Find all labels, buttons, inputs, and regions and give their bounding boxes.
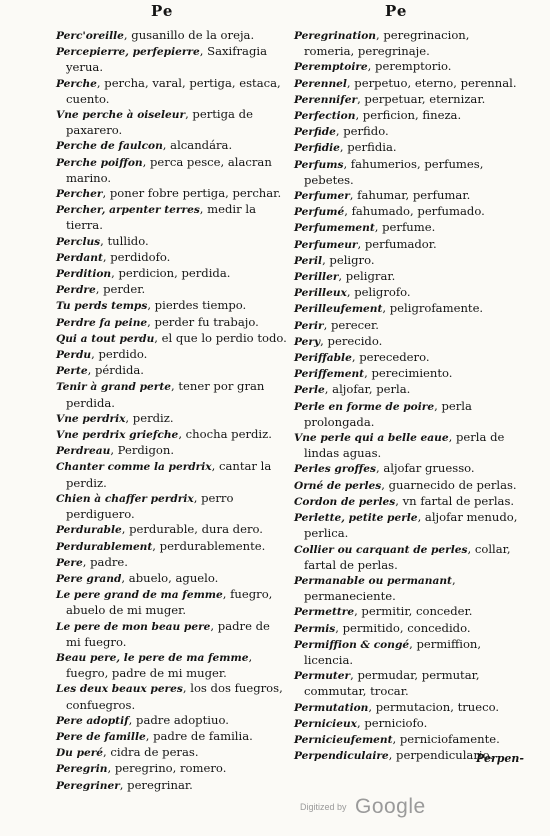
entry-headword: Perdant <box>56 251 103 264</box>
entry-headword: Perclus <box>56 235 101 248</box>
entry-headword: Perche <box>56 77 97 90</box>
dictionary-entry <box>56 555 288 571</box>
entry-headword: Perdurable <box>56 524 122 537</box>
dictionary-entry <box>294 59 520 75</box>
entry-headword: Vne perdrix <box>56 412 126 425</box>
dictionary-entry <box>56 745 288 761</box>
entry-headword: Pernicieufement <box>294 733 393 746</box>
entry-headword: Orné de perles <box>294 479 382 492</box>
entry-headword: Pere <box>56 556 83 569</box>
dictionary-entry <box>294 157 520 188</box>
entry-definition: , perfido. <box>335 124 389 139</box>
entry-headword: Periffable <box>294 352 352 365</box>
entry-headword: Perlette, petite perle <box>294 512 418 525</box>
entry-definition: , Saxifragia yerua. <box>66 44 268 75</box>
dictionary-entry <box>294 124 520 140</box>
entry-headword: Perfection <box>294 110 356 123</box>
entry-definition: , perdiz. <box>125 410 174 425</box>
dictionary-entry <box>294 28 520 59</box>
dictionary-entry <box>56 587 288 618</box>
entry-definition: , perficion, fineza. <box>355 108 462 123</box>
entry-headword: Perdre <box>56 284 96 297</box>
entry-definition: , perecer. <box>323 317 379 332</box>
entry-definition: , perfumador. <box>357 236 437 251</box>
entry-definition: , los dos fuegros, confuegros. <box>66 681 283 712</box>
entry-headword: Perdre fa peine <box>56 316 148 329</box>
dictionary-entry <box>294 108 520 124</box>
entry-headword: Vne perdrix griefche <box>56 429 179 442</box>
entry-definition: , perdurablemente. <box>152 538 266 553</box>
entry-headword: Perc'oreille <box>56 30 124 42</box>
entry-definition: , padre de mi fuegro. <box>66 618 270 649</box>
entry-definition: , peregrinar. <box>119 777 193 792</box>
entry-definition: , peregrino, romero. <box>107 761 227 776</box>
dictionary-entry <box>56 571 288 587</box>
dictionary-entry <box>56 266 288 282</box>
entry-definition: , peligrofo. <box>346 285 411 300</box>
entry-definition: , el que lo perdio todo. <box>154 330 287 345</box>
google-logo: Google <box>354 795 426 818</box>
dictionary-entry <box>56 427 288 443</box>
entry-headword: Collier ou carquant de perles <box>294 543 468 556</box>
entry-headword: Peremptoire <box>294 61 368 74</box>
entry-headword: Le pere de mon beau pere <box>56 620 211 633</box>
dictionary-entry <box>56 315 288 331</box>
entry-headword: Permuter <box>294 670 351 683</box>
dictionary-entry <box>56 107 288 138</box>
entry-headword: Perdu <box>56 349 92 362</box>
dictionary-entry <box>294 253 520 269</box>
dictionary-entry <box>56 202 288 233</box>
entry-definition: , pierdes tiempo. <box>147 298 247 313</box>
entry-definition: , perder fu trabajo. <box>147 314 259 329</box>
entry-definition: , tener por gran perdida. <box>66 379 265 410</box>
left-column <box>56 28 288 794</box>
entry-headword: Percepierre, perfepierre <box>56 46 200 59</box>
dictionary-entry <box>294 573 520 604</box>
dictionary-entry <box>294 716 520 732</box>
entry-definition: , fahumerios, perfumes, pebetes. <box>304 156 484 187</box>
dictionary-entry <box>294 318 520 334</box>
entry-definition: , perecimiento. <box>364 366 453 381</box>
entry-definition: , perniciofo. <box>356 715 428 730</box>
dictionary-entry <box>56 491 288 522</box>
catchword: Perpen- <box>475 752 524 765</box>
entry-definition: , perpetuo, eterno, perennal. <box>346 75 517 90</box>
entry-definition: , permaneciente. <box>304 572 456 604</box>
dictionary-entry <box>56 282 288 298</box>
entry-headword: Qui a tout perdu <box>56 332 155 345</box>
entry-definition: , abuelo, aguelo. <box>121 570 219 585</box>
entry-headword: Permiffion & congé <box>294 638 410 651</box>
entry-definition: , aljofar menudo, perlica. <box>304 510 518 541</box>
entry-headword: Perfums <box>294 158 344 171</box>
entry-definition: , fuegro, abuelo de mi muger. <box>66 587 273 618</box>
entry-headword: Chanter comme la perdrix <box>56 461 212 474</box>
left-running-head: Pe <box>151 2 174 20</box>
entry-headword: Perilleufement <box>294 303 383 316</box>
entry-definition: , peremptorio. <box>367 59 452 74</box>
dictionary-entry <box>56 347 288 363</box>
entry-definition: , peligrar. <box>338 269 396 284</box>
entry-definition: , pertiga de paxarero. <box>66 107 253 138</box>
dictionary-entry <box>294 732 520 748</box>
entry-definition: , perecedero. <box>351 350 430 365</box>
dictionary-entry <box>56 28 288 44</box>
google-watermark <box>300 795 426 819</box>
dictionary-entry <box>294 461 520 477</box>
dictionary-entry <box>294 399 520 430</box>
dictionary-entry <box>56 522 288 538</box>
entry-definition: , permitido, concedido. <box>335 620 471 635</box>
entry-headword: Du peré <box>56 747 104 760</box>
entry-definition: , permudar, permutar, commutar, trocar. <box>304 668 480 699</box>
dictionary-entry <box>294 621 520 637</box>
entry-headword: Periller <box>294 271 339 284</box>
dictionary-entry <box>56 138 288 154</box>
entry-definition: , permiffion, licencia. <box>304 636 482 667</box>
entry-headword: Pere grand <box>56 572 122 585</box>
entry-headword: Perennifer <box>294 93 358 106</box>
entry-headword: Perfidie <box>294 142 340 155</box>
entry-headword: Pernicieux <box>294 717 357 730</box>
dictionary-entry <box>294 510 520 541</box>
entry-definition: , percha, varal, pertiga, estaca, cuento. <box>66 75 281 106</box>
entry-headword: Perle en forme de poire <box>294 400 435 413</box>
entry-definition: , peligro. <box>322 252 375 267</box>
entry-definition: , padre de familia. <box>145 728 253 743</box>
dictionary-entry <box>56 411 288 427</box>
dictionary-entry <box>56 186 288 202</box>
entry-headword: Perdurablement <box>56 540 153 553</box>
right-running-head: Pe <box>385 2 408 20</box>
dictionary-entry <box>294 604 520 620</box>
entry-headword: Permis <box>294 622 336 635</box>
entry-headword: Le pere grand de ma femme <box>56 589 223 602</box>
dictionary-entry <box>294 76 520 92</box>
entry-definition: , poner fobre pertiga, perchar. <box>102 186 282 201</box>
entry-definition: , guarnecido de perlas. <box>381 477 517 492</box>
dictionary-entry <box>56 778 288 794</box>
entry-headword: Permettre <box>294 606 355 619</box>
entry-definition: , gusanillo de la oreja. <box>123 28 255 42</box>
entry-definition: , aljofar gruesso. <box>375 461 475 476</box>
entry-headword: Perir <box>294 319 324 332</box>
entry-definition: , pérdida. <box>87 363 144 378</box>
entry-headword: Perte <box>56 365 88 378</box>
dictionary-entry <box>294 430 520 461</box>
dictionary-entry <box>294 140 520 156</box>
entry-headword: Perilleux <box>294 287 347 300</box>
dictionary-entry <box>294 204 520 220</box>
dictionary-entry <box>56 761 288 777</box>
entry-definition: , peligrofamente. <box>382 301 484 316</box>
dictionary-entry <box>56 729 288 745</box>
entry-headword: Perdreau <box>56 445 111 458</box>
entry-definition: , perla prolongada. <box>304 398 472 429</box>
dictionary-entry <box>294 637 520 668</box>
entry-headword: Perfumeur <box>294 238 358 251</box>
entry-definition: , aljofar, perla. <box>324 382 411 397</box>
entry-headword: Perfide <box>294 126 336 139</box>
entry-headword: Pery <box>294 335 321 348</box>
entry-headword: Tu perds temps <box>56 300 148 313</box>
watermark-prefix: Digitized by <box>300 802 347 812</box>
dictionary-entry <box>294 220 520 236</box>
entry-definition: , cidra de peras. <box>103 745 199 760</box>
dictionary-entry <box>56 650 288 681</box>
entry-definition: , perder. <box>95 282 146 297</box>
dictionary-entry <box>56 713 288 729</box>
dictionary-entry <box>56 539 288 555</box>
entry-definition: , perdicion, perdida. <box>111 266 231 281</box>
entry-headword: Percher, arpenter terres <box>56 204 200 217</box>
dictionary-entry <box>56 443 288 459</box>
entry-definition: , perca pesce, alacran marino. <box>66 154 272 185</box>
entry-definition: , perecido. <box>320 333 383 348</box>
entry-definition: , padre. <box>82 554 128 569</box>
entry-headword: Pere de famille <box>56 730 146 743</box>
entry-definition: , perdidofo. <box>102 249 171 264</box>
dictionary-entry <box>294 334 520 350</box>
dictionary-entry <box>294 700 520 716</box>
entry-headword: Perdition <box>56 268 112 281</box>
dictionary-entry <box>56 155 288 186</box>
dictionary-entry <box>56 250 288 266</box>
entry-headword: Les deux beaux peres <box>56 683 183 696</box>
dictionary-entry <box>294 478 520 494</box>
entry-headword: Perche de faulcon <box>56 140 163 153</box>
entry-headword: Perfumement <box>294 222 375 235</box>
entry-headword: Perfumé <box>294 206 345 219</box>
dictionary-entry <box>56 459 288 490</box>
entry-definition: , fahumado, perfumado. <box>344 204 485 219</box>
entry-headword: Peregrination <box>294 30 377 42</box>
entry-headword: Peregrin <box>56 763 108 776</box>
entry-definition: , permutacion, trueco. <box>368 699 500 714</box>
dictionary-entry <box>56 681 288 712</box>
entry-headword: Percher <box>56 188 103 201</box>
entry-headword: Peregriner <box>56 779 120 792</box>
entry-headword: Perpendiculaire <box>294 750 389 763</box>
dictionary-entry <box>56 298 288 314</box>
entry-definition: , perpendiculario. <box>388 748 494 763</box>
dictionary-entry <box>294 237 520 253</box>
dictionary-entry <box>294 301 520 317</box>
entry-definition: , medir la tierra. <box>66 202 256 233</box>
entry-definition: , peregrinacion, romeria, peregrinaje. <box>304 28 470 59</box>
entry-definition: , Perdigon. <box>110 443 175 458</box>
dictionary-entry <box>56 234 288 250</box>
dictionary-entry <box>56 44 288 75</box>
dictionary-entry <box>56 363 288 379</box>
entry-definition: , alcandára. <box>162 138 233 153</box>
entry-definition: , perla de lindas aguas. <box>304 430 505 461</box>
entry-definition: , perdurable, dura dero. <box>121 522 263 537</box>
entry-definition: , tullido. <box>100 233 149 248</box>
dictionary-entry <box>294 542 520 573</box>
entry-definition: , vn fartal de perlas. <box>395 493 515 508</box>
entry-definition: , perniciofamente. <box>392 731 500 746</box>
dictionary-entry <box>294 92 520 108</box>
dictionary-entry <box>294 269 520 285</box>
entry-definition: , fahumar, perfumar. <box>349 188 471 203</box>
entry-headword: Peril <box>294 254 323 267</box>
entry-headword: Permutation <box>294 701 369 714</box>
entry-definition: , perdido. <box>91 347 148 362</box>
entry-headword: Permanable ou permanant <box>294 574 452 587</box>
entry-definition: , perfidia. <box>339 140 397 155</box>
entry-definition: , fuegro, padre de mi muger. <box>66 649 253 681</box>
entry-headword: Cordon de perles <box>294 495 396 508</box>
dictionary-entry <box>56 76 288 107</box>
entry-headword: Beau pere, le pere de ma femme <box>56 651 249 664</box>
dictionary-entry <box>56 379 288 410</box>
entry-headword: Perennel <box>294 77 347 90</box>
entry-definition: , perpetuar, eternizar. <box>357 91 486 106</box>
entry-definition: , collar, fartal de perlas. <box>304 541 511 572</box>
entry-headword: Perche poiffon <box>56 156 143 169</box>
entry-headword: Chien à chaffer perdrix <box>56 492 194 505</box>
entry-definition: , chocha perdiz. <box>178 427 272 442</box>
dictionary-entry <box>294 382 520 398</box>
dictionary-entry <box>56 331 288 347</box>
entry-definition: , padre adoptiuo. <box>128 712 229 727</box>
dictionary-entry <box>56 619 288 650</box>
dictionary-entry <box>294 350 520 366</box>
entry-headword: Pere adoptif <box>56 714 129 727</box>
dictionary-entry <box>294 188 520 204</box>
entry-headword: Periffement <box>294 368 365 381</box>
entry-headword: Perle <box>294 384 325 397</box>
dictionary-entry <box>294 494 520 510</box>
entry-definition: , perfume. <box>374 220 436 235</box>
entry-definition: , cantar la perdiz. <box>66 459 272 490</box>
entry-headword: Perles groffes <box>294 463 376 476</box>
entry-definition: , permitir, conceder. <box>354 604 473 619</box>
entry-headword: Vne perche à oiseleur <box>56 109 186 122</box>
entry-headword: Tenir à grand perte <box>56 381 171 394</box>
right-column <box>294 28 520 764</box>
entry-definition: , perro perdiguero. <box>66 490 234 522</box>
entry-headword: Perfumer <box>294 190 350 203</box>
dictionary-entry <box>294 285 520 301</box>
dictionary-entry <box>294 366 520 382</box>
entry-headword: Vne perle qui a belle eaue <box>294 432 449 445</box>
dictionary-entry <box>294 668 520 699</box>
